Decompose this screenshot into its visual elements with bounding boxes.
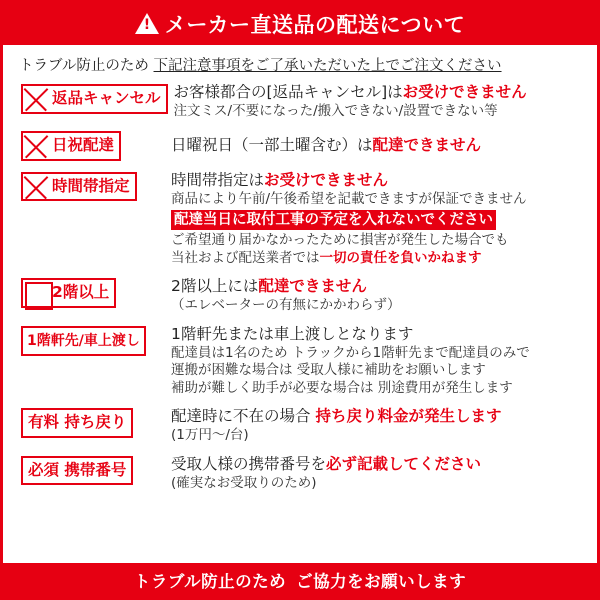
notice-text: (確実なお受取りのため): [171, 474, 317, 491]
footer-text-left: トラブル防止のため: [133, 572, 287, 591]
text-cell: [165, 170, 587, 268]
text-cell: [165, 324, 587, 397]
notice-text: 配達員は1名のため トラックから1階軒先まで配達員のみで: [171, 344, 530, 361]
notice-text-emphasis: 配達できません: [258, 277, 367, 296]
page-header: [3, 3, 597, 45]
notice-line: [171, 345, 587, 363]
tag-cell: [13, 276, 165, 308]
notice-text-emphasis: お受けできません: [264, 170, 389, 189]
tag-cell: [13, 170, 165, 202]
notice-row: [13, 276, 587, 314]
notice-line: [174, 83, 587, 103]
notice-text: 当社および配送業者では: [171, 249, 320, 266]
page-footer: [3, 563, 597, 597]
notice-row: [13, 129, 587, 161]
notice-row: [13, 170, 587, 268]
notice-text: 運搬が困難な場合は 受取人様に補助をお願いします: [171, 362, 486, 379]
notice-line: [171, 130, 587, 156]
text-cell: [165, 129, 587, 156]
notice-line: [171, 171, 587, 191]
notice-text: 受取人様の携帯番号を: [171, 454, 327, 473]
status-badge: 必須 携帯番号: [21, 456, 133, 486]
tag-cell: [13, 129, 165, 161]
notice-row: [13, 82, 587, 120]
notice-text: 時間帯指定は: [171, 170, 265, 189]
warning-triangle-icon: !: [135, 13, 159, 35]
notice-line: [171, 362, 587, 380]
status-badge: 2階以上: [21, 278, 116, 308]
notice-line: [171, 427, 587, 445]
tag-cell: [13, 406, 165, 438]
notice-row: [13, 406, 587, 444]
notice-text: 1階軒先または車上渡しとなります: [171, 324, 414, 343]
notice-text-emphasis: 必ず記載してください: [326, 454, 482, 473]
notice-line: [174, 103, 587, 121]
notice-text: （エレベーターの有無にかかわらず）: [171, 297, 401, 314]
notice-text: 補助が難しく助手が必要な場合は 別途費用が発生します: [171, 379, 513, 396]
notice-text: ご希望通り届かなかったために損害が発生した場合でも: [171, 232, 509, 249]
notice-rows: [3, 82, 597, 492]
notice-row: [13, 454, 587, 492]
subheader-underlined: 下記注意事項をご了承いただいた上でご注文ください: [153, 58, 502, 74]
footer-text-right: ご協力をお願いします: [296, 572, 467, 591]
notice-line: [171, 277, 587, 297]
status-badge: 日祝配達: [21, 131, 121, 161]
notice-line: [171, 380, 587, 398]
notice-text-highlight: 配達当日に取付工事の予定を入れないでください: [171, 210, 496, 230]
notice-line: [171, 191, 587, 209]
page-title: メーカー直送品の配送について: [164, 13, 466, 37]
notice-text-emphasis: お受けできません: [402, 83, 527, 101]
status-badge: 有料 持ち戻り: [21, 408, 133, 438]
notice-text: お客様都合の[返品キャンセル]は: [173, 83, 403, 101]
notice-text-emphasis: 持ち戻り料金が発生します: [315, 407, 502, 426]
notice-text: 日曜祝日（一部土曜含む）は: [171, 136, 373, 155]
text-cell: [168, 82, 587, 120]
subheader-lead: トラブル防止のため: [19, 58, 154, 74]
notice-text-emphasis: 配達できません: [372, 136, 482, 155]
notice-text: (1万円〜/台): [171, 427, 249, 444]
text-cell: [165, 406, 587, 444]
notice-line: [171, 325, 587, 345]
status-badge: 1階軒先/車上渡し: [21, 326, 146, 356]
notice-text: 2階以上には: [171, 277, 259, 296]
text-cell: [165, 276, 587, 314]
tag-cell: [13, 324, 165, 356]
notice-row: [13, 324, 587, 397]
notice-line: [171, 250, 587, 268]
notice-line: [171, 232, 587, 250]
tag-cell: [13, 454, 165, 486]
tag-cell: [13, 82, 168, 114]
status-badge: 時間帯指定: [21, 172, 137, 202]
status-badge: 返品キャンセル: [21, 84, 168, 114]
notice-text: 商品により午前/午後希望を記載できますが保証できません: [171, 190, 527, 207]
notice-line: [171, 210, 587, 230]
notice-line: [171, 297, 587, 315]
notice-text-emphasis: 一切の責任を負いかねます: [319, 249, 482, 266]
notice-line: [171, 475, 587, 493]
notice-text: 配達時に不在の場合: [171, 407, 311, 426]
notice-text: 注文ミス/不要になった/搬入できない/設置できない等: [173, 102, 498, 119]
notice-line: [171, 455, 587, 475]
text-cell: [165, 454, 587, 492]
subheader: [3, 45, 597, 82]
notice-line: [171, 407, 587, 427]
